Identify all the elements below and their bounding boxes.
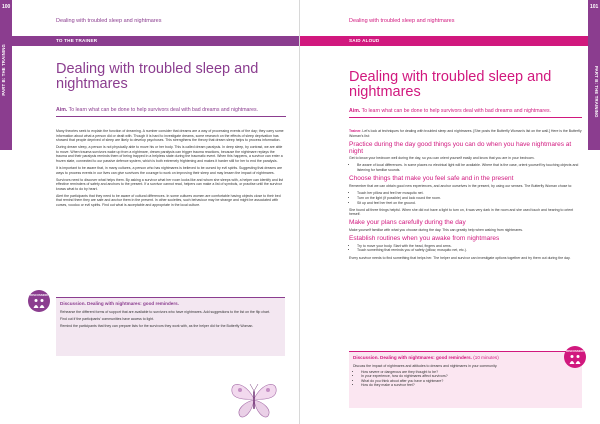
list-item: • In your experience, how do nightmares affect survivors? xyxy=(361,374,579,379)
right-aim xyxy=(349,108,582,118)
right-paragraph: Every survivor needs to find something that helps her. The helper and survivor can investigate options together and try them out during the day. xyxy=(349,255,571,260)
left-discussion-box xyxy=(56,297,285,356)
list-item: • Try to move your body. Start with the head, fingers and arms. xyxy=(357,244,582,249)
list-item: • Touch her pillow and feel her mosquito net. xyxy=(357,191,582,196)
right-running-head: Dealing with troubled sleep and nightmares xyxy=(349,18,455,24)
left-discussion-paragraph: Find out if the participants' communities have access to light. xyxy=(60,316,155,321)
list-item: • Be aware of local differences. In some places no electrical light will be available. Where that is the case, orient yourself by touching objects and listening for familiar sounds. xyxy=(357,163,582,172)
right-discussion-list xyxy=(353,370,579,388)
right-discussion-title-text: Discussion. Dealing with nightmares: good reminders. xyxy=(353,355,472,360)
right-section-bar-label: SAID ALOUD xyxy=(349,38,380,43)
right-page-title: Dealing with troubled sleep and nightmares xyxy=(349,69,552,100)
left-discussion-title: Discussion. Dealing with nightmares: good reminders. xyxy=(60,301,179,306)
left-paragraph: During dream sleep, a person is not physically able to move his or her body. This is called dream paralysis. In deep sleep, by contrast, we are able to move. When trauma survivors wake up from a nightmare, dream paralysis can trigger trauma reactions, because the nightmare replays the trauma and their paralysis reminds them of being trapped in a helpless state during the traumatic event. When this happens, a survivor can enter a frozen state, connected to our passive defence system, which is both extremely frightening and makes it harder still for her to end the paralysis. xyxy=(56,145,283,163)
list-item: • How do they make a survivor feel? xyxy=(361,383,579,388)
list-item: • How severe or dangerous are they thought to be? xyxy=(361,370,579,375)
list-item: • Sit up and feel her feet on the ground. xyxy=(357,201,582,206)
people-icon xyxy=(33,298,45,308)
left-discussion-paragraph: Remind the participants that they can prepare lists for the survivors they work with, as the helper did for the Butterfly Woman. xyxy=(60,323,254,328)
right-intro-label: Trainer. xyxy=(349,129,362,133)
right-discussion-title xyxy=(353,355,499,360)
right-list xyxy=(349,191,582,205)
left-page-number: 100 xyxy=(2,4,11,10)
left-body xyxy=(56,129,285,210)
left-aim-label: Aim. xyxy=(56,107,68,113)
left-aim-text: To learn what can be done to help survivors deal with bad dreams and nightmares. xyxy=(67,107,259,113)
left-page-title: Dealing with troubled sleep and nightmares xyxy=(56,61,259,92)
right-heading: Choose things that make you feel safe and in the present xyxy=(349,175,514,183)
right-discussion-text xyxy=(353,364,579,388)
right-paragraph: Remember that we can obtain good new experiences, and anchor ourselves in the present, by using our senses. The Butterfly Woman chose to: xyxy=(349,183,573,188)
right-discussion-badge xyxy=(564,346,586,368)
people-icon xyxy=(569,354,581,364)
left-discussion-text xyxy=(60,310,280,331)
left-badge-label: DISCUSSION xyxy=(30,293,48,297)
right-intro-text: Let's look at techniques for dealing with troubled sleep and nightmares. [She posts the Butterfly Woman's list on the wall.] Here is the Butterfly Woman's list: xyxy=(349,129,582,138)
left-discussion-badge xyxy=(28,290,50,312)
right-paragraph: Get to know your bedroom well during the day, so you can orient yourself easily and know that you are in your bedroom. xyxy=(349,156,535,161)
left-section-bar-label: TO THE TRAINER xyxy=(56,38,98,43)
right-discussion-time: (10 minutes) xyxy=(471,355,499,360)
left-paragraph: Alert the participants that they need to be aware of cultural differences. In some cultures women are comfortable having objects close to their bed that remind them they are safe and anchor them in the present. In other societies, such behaviour may be strange and might be associated with curses, voodoo or evil spirits. Find out what is acceptable and appropriate in the local culture. xyxy=(56,193,281,208)
right-body xyxy=(349,129,582,263)
right-badge-label: DISCUSSION xyxy=(566,349,584,353)
left-paragraph: Many theories seek to explain the function of dreaming. A number consider that dreams are a way of processing events of the day; they carry some information about what a person did or dealt with. Though it is hard to investigate dreams, some research on the effects of sleep deprivation has showed that people deprived of sleep are likely to develop psychoses. This strengthens the theory that dream sleep helps to process information. xyxy=(56,129,284,143)
left-section-bar xyxy=(12,36,300,46)
left-aim xyxy=(56,107,286,117)
right-intro xyxy=(349,129,582,138)
right-side-tab xyxy=(588,0,600,150)
right-aim-text: To learn what can be done to help survivors deal with bad dreams and nightmares. xyxy=(360,108,552,114)
right-heading: Practice during the day good things you can do when you have nightmares at night xyxy=(349,140,572,155)
butterfly-icon xyxy=(226,378,282,420)
left-running-head: Dealing with troubled sleep and nightmares xyxy=(56,18,162,24)
right-heading: Make your plans carefully during the day xyxy=(349,219,466,227)
list-item: • Touch something that reminds you of safety (pillow, mosquito net, etc.). xyxy=(357,248,582,253)
right-page xyxy=(300,0,600,424)
left-paragraph: Survivors need to discover what helps them. By asking a survivor what her room looks like and whom she sleeps with, a helper can identify and list effective reminders of safety and anchors to the present. If a survivor cannot read, helpers can make a list of symbols, or practise until the survivor knows what to do by heart. xyxy=(56,177,284,191)
left-discussion-paragraph: Rehearse the different forms of support that are available to survivors who have nightmares. Add suggestions to the list on the flip chart. xyxy=(60,310,271,314)
right-list xyxy=(349,244,582,253)
right-section-bar xyxy=(300,36,588,46)
list-item: • What do you think about after you have a nightmare? xyxy=(361,379,579,384)
right-aim-label: Aim. xyxy=(349,108,361,114)
left-side-tab-label: PART B: THE TRAINING xyxy=(1,44,6,96)
right-discussion-box xyxy=(349,351,582,408)
left-paragraph: It is important to be aware that, in many cultures, a person who has nightmares is believed to be cursed by evil spirits. Suggesting that dreams are ways to process events in our lives can give survivors the courage to work on improving their sleep and may lessen the impact of nightmares. xyxy=(56,166,283,175)
right-list xyxy=(349,163,582,172)
right-paragraph: Make yourself familiar with what you choose during the day. This can greatly help when waking from nightmares. xyxy=(349,227,523,232)
right-page-number: 101 xyxy=(590,4,599,10)
left-side-tab xyxy=(0,0,12,150)
list-item: • Turn on the light (if possible) and look round the room. xyxy=(357,196,582,201)
right-heading: Establish routines when you awake from nightmares xyxy=(349,235,500,242)
right-side-tab-label: PART B: THE TRAINING xyxy=(594,66,599,118)
right-paragraph: She found all three things helpful. When she did not have a light to turn on, it was very dark in the room and she used touch and hearing to orient herself. xyxy=(349,207,574,217)
right-discussion-intro: Discuss the impact of nightmares and attitudes to dreams and nightmares in your community. xyxy=(353,364,498,368)
